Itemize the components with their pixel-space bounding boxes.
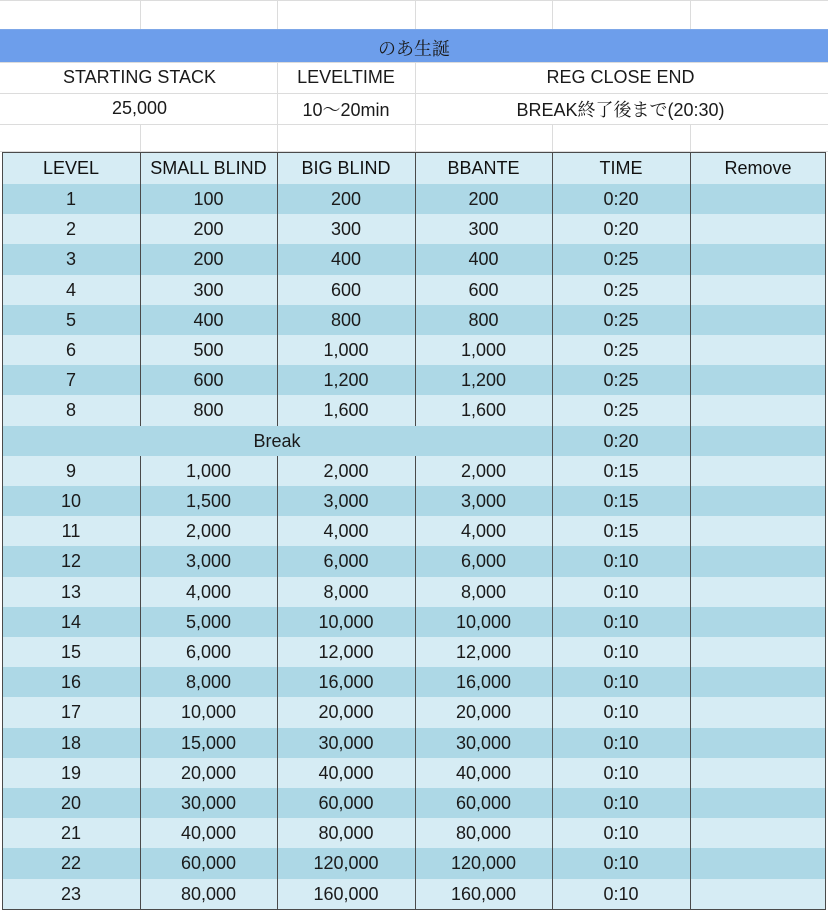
table-column-line — [552, 577, 553, 607]
level-cell: 9 — [2, 456, 140, 486]
table-column-line — [415, 516, 416, 546]
sheet-gridline — [140, 124, 141, 152]
bbante-cell: 12,000 — [415, 637, 552, 667]
table-column-line — [140, 697, 141, 728]
level-cell: 16 — [2, 667, 140, 697]
sheet-title: のあ生誕 — [378, 39, 450, 59]
big-blind-cell: 20,000 — [277, 697, 415, 728]
bbante-cell: 30,000 — [415, 728, 552, 758]
table-column-line — [277, 637, 278, 667]
break-time: 0:20 — [552, 426, 690, 456]
table-column-line — [690, 214, 691, 244]
table-column-line — [415, 275, 416, 305]
table-column-line — [690, 184, 691, 214]
table-column-line — [415, 577, 416, 607]
table-column-line — [552, 365, 553, 395]
time-cell: 0:10 — [552, 879, 690, 909]
table-column-line — [415, 486, 416, 516]
table-column-line — [140, 365, 141, 395]
table-column-line — [277, 546, 278, 577]
small-blind-cell: 600 — [140, 365, 277, 395]
table-column-line — [552, 758, 553, 788]
time-cell: 0:10 — [552, 758, 690, 788]
small-blind-cell: 2,000 — [140, 516, 277, 546]
info-value: BREAK終了後まで(20:30) — [516, 99, 725, 120]
small-blind-cell: 800 — [140, 395, 277, 426]
remove-cell — [690, 426, 826, 456]
table-column-line — [277, 275, 278, 305]
small-blind-cell: 10,000 — [140, 697, 277, 728]
small-blind-cell: 100 — [140, 184, 277, 214]
table-column-line — [552, 667, 553, 697]
table-column-line — [690, 577, 691, 607]
level-cell: 14 — [2, 607, 140, 637]
table-column-line — [140, 546, 141, 577]
table-column-line — [415, 214, 416, 244]
table-column-line — [140, 788, 141, 818]
bbante-cell: 10,000 — [415, 607, 552, 637]
table-column-line — [690, 788, 691, 818]
remove-cell — [690, 667, 826, 697]
remove-cell — [690, 456, 826, 486]
remove-cell — [690, 395, 826, 426]
table-column-line — [140, 607, 141, 637]
bbante-cell: 8,000 — [415, 577, 552, 607]
table-column-line — [552, 879, 553, 909]
table-column-line — [277, 758, 278, 788]
time-cell: 0:10 — [552, 546, 690, 577]
table-column-line — [277, 395, 278, 426]
time-cell: 0:10 — [552, 728, 690, 758]
big-blind-cell: 400 — [277, 244, 415, 275]
bbante-cell: 4,000 — [415, 516, 552, 546]
big-blind-cell: 1,000 — [277, 335, 415, 365]
table-column-line — [552, 152, 553, 184]
remove-cell — [690, 335, 826, 365]
column-header: BIG BLIND — [277, 153, 415, 184]
table-column-line — [415, 335, 416, 365]
table-column-line — [690, 395, 691, 426]
table-column-line — [690, 728, 691, 758]
table-column-line — [140, 244, 141, 275]
table-column-line — [277, 667, 278, 697]
table-column-line — [415, 456, 416, 486]
table-column-line — [277, 456, 278, 486]
remove-cell — [690, 244, 826, 275]
table-column-line — [415, 152, 416, 184]
sheet-gridline — [277, 124, 278, 152]
sheet-gridline — [690, 124, 691, 152]
big-blind-cell: 6,000 — [277, 546, 415, 577]
small-blind-cell: 80,000 — [140, 879, 277, 909]
table-column-line — [277, 516, 278, 546]
table-column-line — [415, 728, 416, 758]
column-header: SMALL BLIND — [140, 153, 277, 184]
table-column-line — [552, 788, 553, 818]
table-column-line — [552, 214, 553, 244]
table-column-line — [415, 818, 416, 848]
sheet-gridline — [0, 0, 828, 1]
big-blind-cell: 4,000 — [277, 516, 415, 546]
table-column-line — [690, 365, 691, 395]
table-column-line — [552, 848, 553, 879]
sheet-gridline — [415, 0, 416, 29]
level-cell: 12 — [2, 546, 140, 577]
big-blind-cell: 30,000 — [277, 728, 415, 758]
level-cell: 1 — [2, 184, 140, 214]
level-cell: 17 — [2, 697, 140, 728]
table-column-line — [415, 697, 416, 728]
remove-cell — [690, 879, 826, 909]
big-blind-cell: 2,000 — [277, 456, 415, 486]
level-cell: 10 — [2, 486, 140, 516]
table-column-line — [277, 214, 278, 244]
remove-cell — [690, 848, 826, 879]
info-header: STARTING STACK — [62, 67, 217, 87]
level-cell: 2 — [2, 214, 140, 244]
bbante-cell: 20,000 — [415, 697, 552, 728]
column-header: BBANTE — [415, 153, 552, 184]
level-cell: 4 — [2, 275, 140, 305]
column-header: Remove — [690, 153, 826, 184]
info-value: 10〜20min — [302, 99, 390, 120]
table-column-line — [277, 848, 278, 879]
table-column-line — [690, 152, 691, 184]
table-column-line — [277, 365, 278, 395]
time-cell: 0:10 — [552, 697, 690, 728]
table-column-line — [690, 456, 691, 486]
level-cell: 11 — [2, 516, 140, 546]
table-column-line — [140, 335, 141, 365]
info-header: LEVELTIME — [297, 67, 395, 87]
big-blind-cell: 120,000 — [277, 848, 415, 879]
table-column-line — [690, 848, 691, 879]
table-column-line — [552, 426, 553, 456]
time-cell: 0:10 — [552, 788, 690, 818]
sheet-gridline — [690, 0, 691, 29]
table-column-line — [277, 879, 278, 909]
table-column-line — [690, 697, 691, 728]
table-column-line — [140, 577, 141, 607]
level-cell: 19 — [2, 758, 140, 788]
table-column-line — [690, 667, 691, 697]
bbante-cell: 160,000 — [415, 879, 552, 909]
bbante-cell: 6,000 — [415, 546, 552, 577]
big-blind-cell: 12,000 — [277, 637, 415, 667]
table-column-line — [552, 546, 553, 577]
table-column-line — [140, 184, 141, 214]
big-blind-cell: 8,000 — [277, 577, 415, 607]
table-column-line — [415, 637, 416, 667]
small-blind-cell: 500 — [140, 335, 277, 365]
time-cell: 0:10 — [552, 577, 690, 607]
table-column-line — [415, 758, 416, 788]
table-column-line — [140, 395, 141, 426]
time-cell: 0:10 — [552, 607, 690, 637]
time-cell: 0:25 — [552, 305, 690, 335]
table-column-line — [277, 184, 278, 214]
table-column-line — [415, 667, 416, 697]
table-column-line — [140, 879, 141, 909]
bbante-cell: 1,600 — [415, 395, 552, 426]
remove-cell — [690, 818, 826, 848]
bbante-cell: 16,000 — [415, 667, 552, 697]
remove-cell — [690, 184, 826, 214]
table-column-line — [140, 758, 141, 788]
small-blind-cell: 8,000 — [140, 667, 277, 697]
table-border — [2, 152, 3, 909]
bbante-cell: 3,000 — [415, 486, 552, 516]
table-column-line — [690, 758, 691, 788]
table-column-line — [277, 728, 278, 758]
table-column-line — [415, 546, 416, 577]
small-blind-cell: 300 — [140, 275, 277, 305]
time-cell: 0:15 — [552, 486, 690, 516]
level-cell: 20 — [2, 788, 140, 818]
small-blind-cell: 200 — [140, 244, 277, 275]
column-header: LEVEL — [2, 153, 140, 184]
time-cell: 0:25 — [552, 395, 690, 426]
bbante-cell: 2,000 — [415, 456, 552, 486]
table-column-line — [140, 667, 141, 697]
table-column-line — [690, 275, 691, 305]
small-blind-cell: 30,000 — [140, 788, 277, 818]
table-column-line — [690, 516, 691, 546]
remove-cell — [690, 758, 826, 788]
table-column-line — [277, 335, 278, 365]
table-column-line — [415, 395, 416, 426]
level-cell: 18 — [2, 728, 140, 758]
level-cell: 15 — [2, 637, 140, 667]
time-cell: 0:20 — [552, 214, 690, 244]
big-blind-cell: 60,000 — [277, 788, 415, 818]
small-blind-cell: 1,500 — [140, 486, 277, 516]
table-column-line — [552, 456, 553, 486]
remove-cell — [690, 305, 826, 335]
small-blind-cell: 6,000 — [140, 637, 277, 667]
big-blind-cell: 80,000 — [277, 818, 415, 848]
remove-cell — [690, 275, 826, 305]
info-value: 25,000 — [111, 98, 168, 118]
table-column-line — [140, 152, 141, 184]
table-column-line — [277, 577, 278, 607]
small-blind-cell: 3,000 — [140, 546, 277, 577]
level-cell: 7 — [2, 365, 140, 395]
sheet-gridline — [552, 124, 553, 152]
table-column-line — [277, 607, 278, 637]
time-cell: 0:25 — [552, 275, 690, 305]
table-column-line — [552, 305, 553, 335]
time-cell: 0:10 — [552, 848, 690, 879]
table-column-line — [690, 335, 691, 365]
table-column-line — [140, 305, 141, 335]
table-column-line — [690, 879, 691, 909]
level-cell: 6 — [2, 335, 140, 365]
small-blind-cell: 15,000 — [140, 728, 277, 758]
time-cell: 0:15 — [552, 516, 690, 546]
small-blind-cell: 1,000 — [140, 456, 277, 486]
table-column-line — [277, 152, 278, 184]
table-column-line — [277, 486, 278, 516]
bbante-cell: 120,000 — [415, 848, 552, 879]
remove-cell — [690, 577, 826, 607]
small-blind-cell: 400 — [140, 305, 277, 335]
remove-cell — [690, 607, 826, 637]
table-column-line — [277, 244, 278, 275]
table-column-line — [552, 486, 553, 516]
remove-cell — [690, 728, 826, 758]
big-blind-cell: 1,600 — [277, 395, 415, 426]
bbante-cell: 200 — [415, 184, 552, 214]
level-cell: 5 — [2, 305, 140, 335]
table-column-line — [690, 244, 691, 275]
time-cell: 0:15 — [552, 456, 690, 486]
level-cell: 22 — [2, 848, 140, 879]
table-column-line — [690, 546, 691, 577]
time-cell: 0:10 — [552, 667, 690, 697]
table-column-line — [140, 637, 141, 667]
table-column-line — [415, 244, 416, 275]
small-blind-cell: 60,000 — [140, 848, 277, 879]
table-column-line — [552, 395, 553, 426]
table-column-line — [690, 426, 691, 456]
remove-cell — [690, 516, 826, 546]
break-label: Break — [2, 426, 552, 456]
table-column-line — [415, 607, 416, 637]
table-column-line — [415, 848, 416, 879]
remove-cell — [690, 637, 826, 667]
remove-cell — [690, 788, 826, 818]
big-blind-cell: 40,000 — [277, 758, 415, 788]
table-column-line — [415, 305, 416, 335]
big-blind-cell: 600 — [277, 275, 415, 305]
bbante-cell: 800 — [415, 305, 552, 335]
big-blind-cell: 3,000 — [277, 486, 415, 516]
table-column-line — [552, 637, 553, 667]
remove-cell — [690, 546, 826, 577]
table-column-line — [415, 365, 416, 395]
sheet-gridline — [277, 0, 278, 29]
bbante-cell: 400 — [415, 244, 552, 275]
time-cell: 0:10 — [552, 637, 690, 667]
sheet-gridline — [552, 0, 553, 29]
big-blind-cell: 160,000 — [277, 879, 415, 909]
table-column-line — [552, 244, 553, 275]
table-column-line — [552, 697, 553, 728]
big-blind-cell: 1,200 — [277, 365, 415, 395]
table-column-line — [140, 818, 141, 848]
big-blind-cell: 200 — [277, 184, 415, 214]
big-blind-cell: 300 — [277, 214, 415, 244]
time-cell: 0:25 — [552, 335, 690, 365]
bbante-cell: 600 — [415, 275, 552, 305]
sheet-gridline — [140, 0, 141, 29]
table-column-line — [690, 607, 691, 637]
table-column-line — [552, 818, 553, 848]
table-column-line — [140, 214, 141, 244]
table-column-line — [277, 697, 278, 728]
table-column-line — [690, 818, 691, 848]
table-column-line — [140, 456, 141, 486]
big-blind-cell: 10,000 — [277, 607, 415, 637]
bbante-cell: 1,200 — [415, 365, 552, 395]
remove-cell — [690, 214, 826, 244]
level-cell: 13 — [2, 577, 140, 607]
table-column-line — [140, 275, 141, 305]
table-column-line — [415, 184, 416, 214]
table-column-line — [690, 637, 691, 667]
small-blind-cell: 40,000 — [140, 818, 277, 848]
table-column-line — [140, 516, 141, 546]
column-header: TIME — [552, 153, 690, 184]
time-cell: 0:20 — [552, 184, 690, 214]
small-blind-cell: 5,000 — [140, 607, 277, 637]
table-column-line — [277, 788, 278, 818]
table-column-line — [140, 848, 141, 879]
bbante-cell: 60,000 — [415, 788, 552, 818]
remove-cell — [690, 486, 826, 516]
level-cell: 23 — [2, 879, 140, 909]
table-column-line — [415, 879, 416, 909]
remove-cell — [690, 697, 826, 728]
table-column-line — [140, 728, 141, 758]
info-header: REG CLOSE END — [546, 67, 695, 87]
table-column-line — [552, 335, 553, 365]
small-blind-cell: 200 — [140, 214, 277, 244]
table-column-line — [690, 305, 691, 335]
table-column-line — [277, 818, 278, 848]
level-cell: 21 — [2, 818, 140, 848]
table-column-line — [415, 788, 416, 818]
time-cell: 0:10 — [552, 818, 690, 848]
big-blind-cell: 16,000 — [277, 667, 415, 697]
info-gridline — [0, 124, 828, 125]
big-blind-cell: 800 — [277, 305, 415, 335]
bbante-cell: 1,000 — [415, 335, 552, 365]
table-column-line — [552, 275, 553, 305]
table-column-line — [277, 305, 278, 335]
small-blind-cell: 20,000 — [140, 758, 277, 788]
table-border — [825, 152, 826, 909]
level-cell: 3 — [2, 244, 140, 275]
remove-cell — [690, 365, 826, 395]
bbante-cell: 300 — [415, 214, 552, 244]
bbante-cell: 40,000 — [415, 758, 552, 788]
table-column-line — [140, 486, 141, 516]
time-cell: 0:25 — [552, 365, 690, 395]
small-blind-cell: 4,000 — [140, 577, 277, 607]
table-column-line — [690, 486, 691, 516]
table-column-line — [552, 607, 553, 637]
sheet-gridline — [415, 124, 416, 152]
bbante-cell: 80,000 — [415, 818, 552, 848]
table-column-line — [552, 184, 553, 214]
level-cell: 8 — [2, 395, 140, 426]
table-column-line — [552, 728, 553, 758]
table-column-line — [552, 516, 553, 546]
time-cell: 0:25 — [552, 244, 690, 275]
